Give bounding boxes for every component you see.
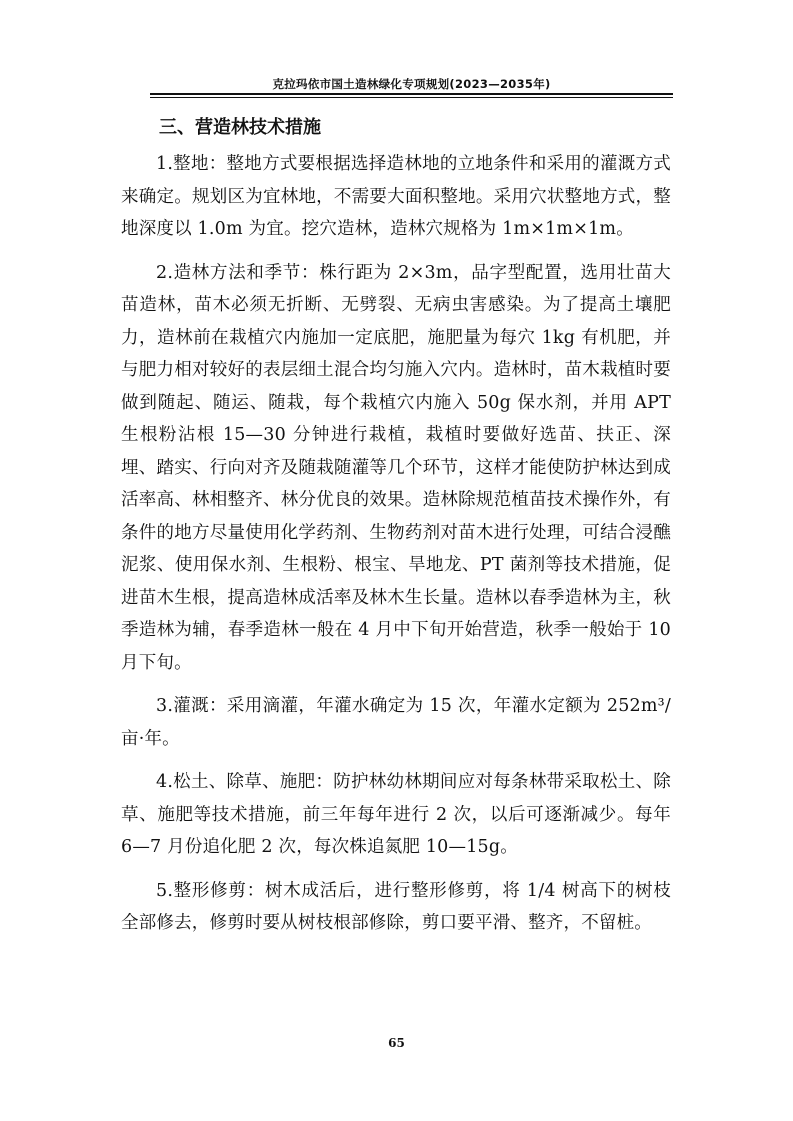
paragraph-irrigation: 3.灌溉：采用滴灌，年灌水确定为 15 次，年灌水定额为 252m³/亩·年。 <box>121 696 671 749</box>
paragraph-pruning: 5.整形修剪：树木成活后，进行整形修剪，将 1/4 树高下的树枝全部修去，修剪时要从树枝根部修除，剪口要平滑、整齐，不留桩。 <box>121 880 671 933</box>
page-number: 65 <box>388 1036 405 1050</box>
paragraph-weeding-fertilizing: 4.松土、除草、施肥：防护林幼林期间应对每条林带采取松土、除草、施肥等技术措施，前三年每年进行 2 次，以后可逐渐减少。每年 6—7 月份追化肥 2 次，每次株追氮肥 10—15g。 <box>121 772 671 857</box>
header-rule-thick <box>150 93 673 95</box>
page-body <box>121 108 671 951</box>
running-header: 克拉玛依市国土造林绿化专项规划(2023—2035年) <box>272 77 551 91</box>
header-rule-thin <box>150 97 673 98</box>
paragraph-site-preparation: 1.整地：整地方式要根据选择造林地的立地条件和采用的灌溉方式来确定。规划区为宜林地，不需要大面积整地。采用穴状整地方式，整地深度以 1.0m 为宜。挖穴造林，造林穴规格为 1m×1m×1m。 <box>121 154 671 239</box>
paragraph-planting-method: 2.造林方法和季节：株行距为 2×3m，品字型配置，选用壮苗大苗造林，苗木必须无折断、无劈裂、无病虫害感染。为了提高土壤肥力，造林前在栽植穴内施加一定底肥，施肥量为每穴 1kg 有机肥，并与肥力相对较好的表层细土混合均匀施入穴内。造林时，苗木栽植时要做到随起、随运、随栽，每个栽植穴内施入 50g 保水剂，并用 APT 生根粉沾根 15—30 分钟进行栽植，栽植时要做好选苗、扶正、深埋、踏实、行向对齐及随栽随灌等几个环节，这样才能使防护林达到成活率高、林相整齐、林分优良的效果。造林除规范植苗技术操作外，有条件的地方尽量使用化学药剂、生物药剂对苗木进行处理，可结合浸醮泥浆、使用保水剂、生根粉、根宝、旱地龙、PT 菌剂等技术措施，促进苗木生根，提高造林成活率及林木生长量。造林以春季造林为主，秋季造林为辅，春季造林一般在 4 月中下旬开始营造，秋季一般始于 10 月下旬。 <box>121 262 671 673</box>
section-heading: 三、营造林技术措施 <box>159 117 321 138</box>
